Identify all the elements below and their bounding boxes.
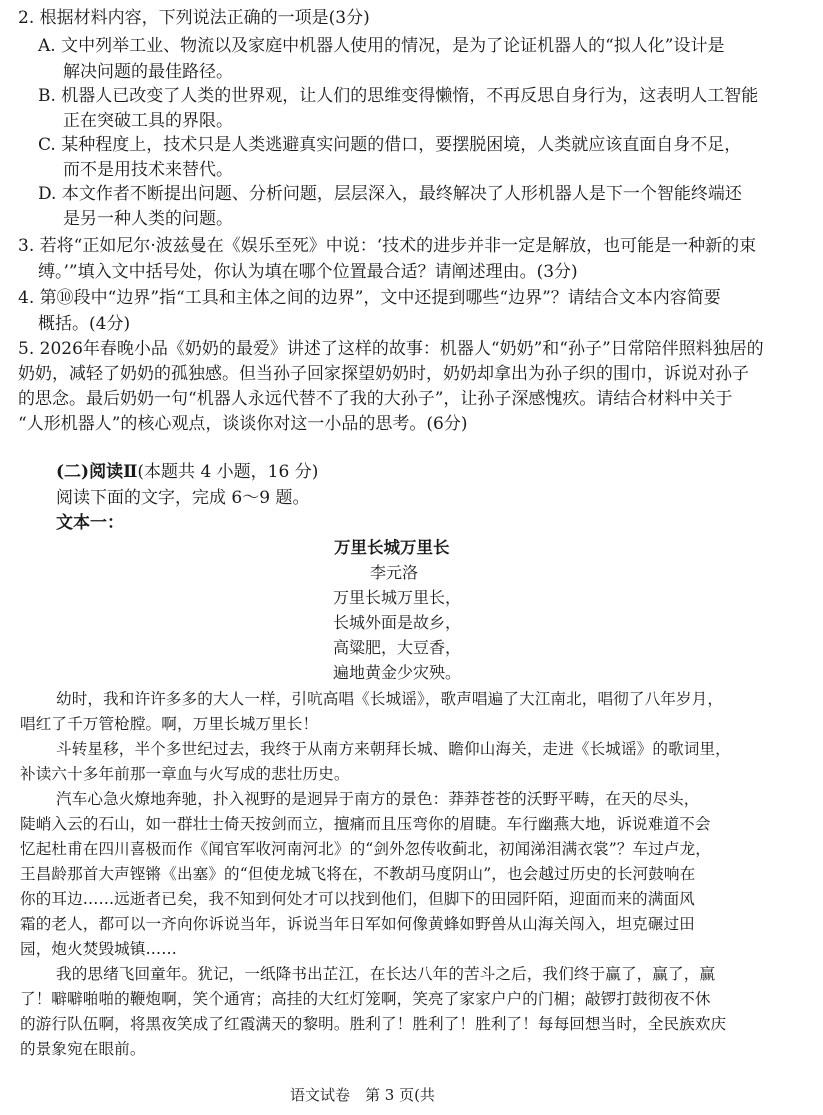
poem-line-4: 遍地黄金少灾殃。: [333, 663, 462, 682]
passage-line-14: 的游行队伍啊，将黑夜笑成了红霞满天的黎明。胜利了！胜利了！胜利了！每每回想当时，全民族欢庆: [20, 1015, 727, 1033]
option-c-line1: C. 某种程度上，技术只是人类逃避真实问题的借口，要摆脱困境，人类就应该直面自身不足，: [38, 135, 742, 155]
question-2-stem: 2. 根据材料内容，下列说法正确的一项是(3分): [18, 8, 370, 28]
section-2-meta: (本题共 4 小题，16 分): [137, 462, 319, 482]
question-5-line3: 的思念。最后奶奶一句“机器人永远代替不了我的大孙子”，让孙子深感愧疚。请结合材料中关于: [18, 389, 733, 409]
section-2-header: [56, 462, 318, 482]
question-5-line2: 奶奶，减轻了奶奶的孤独感。但当孙子回家探望奶奶时，奶奶却拿出为孙子织的围巾，诉说对孙子: [18, 364, 749, 384]
passage-line-15: 的景象宛在眼前。: [20, 1040, 146, 1058]
passage-line-7: 忆起杜甫在四川喜极而作《闻官军收河南河北》的“剑外忽传收蓟北，初闻涕泪满衣裳”？车过卢龙，: [20, 840, 711, 858]
passage-line-9: 你的耳边……远逝者已矣，我不知到何处才可以找到他们，但脚下的田园阡陌，迎面而来的满面风: [20, 890, 695, 908]
passage-line-12: 我的思绪飞回童年。犹记，一纸降书出芷江，在长达八年的苦斗之后，我们终于赢了，赢了，赢: [56, 965, 716, 983]
question-4-line1: 4. 第⑩段中“边界”指“工具和主体之间的边界”，文中还提到哪些“边界”？请结合文本内容简要: [18, 288, 721, 308]
option-c-line2: 而不是用技术来替代。: [63, 160, 233, 180]
passage-line-11: 园，炮火焚毁城镇……: [20, 940, 177, 958]
option-d-line2: 是另一种人类的问题。: [63, 209, 233, 229]
question-4-line2: 概括。(4分): [38, 314, 131, 334]
passage-line-4: 补读六十多年前那一章血与火写成的悲壮历史。: [20, 765, 350, 783]
section-2-title: (二)阅读Ⅱ: [56, 462, 138, 482]
option-a-line1: A. 文中列举工业、物流以及家庭中机器人使用的情况，是为了论证机器人的“拟人化”设计是: [38, 36, 725, 56]
option-b-line1: B. 机器人已改变了人类的世界观，让人们的思维变得懒惰，不再反思自身行为，这表明人工智能: [38, 86, 759, 106]
poem-line-3: 高粱肥，大豆香，: [333, 638, 462, 657]
option-a-line2: 解决问题的最佳路径。: [63, 62, 233, 82]
section-2-instruction: 阅读下面的文字，完成 6～9 题。: [56, 488, 310, 508]
question-5-line1: 5. 2026年春晚小品《奶奶的最爱》讲述了这样的故事：机器人“奶奶”和“孙子”日常陪伴照料独居的: [18, 339, 764, 359]
poem-line-1: 万里长城万里长，: [333, 588, 462, 607]
passage-line-13: 了！噼噼啪啪的鞭炮啊，笑个通宵；高挂的大红灯笼啊，笑亮了家家户户的门楣；敲锣打鼓彻夜不休: [20, 990, 711, 1008]
passage-line-8: 王昌龄那首大声铿锵《出塞》的“但使龙城飞将在，不教胡马度阴山”，也会越过历史的长河鼓响在: [20, 865, 696, 883]
poem-title: 万里长城万里长: [334, 538, 450, 557]
question-5-line4: “人形机器人”的核心观点，谈谈你对这一小品的思考。(6分): [18, 414, 468, 434]
passage-line-1: 幼时，我和许许多多的大人一样，引吭高唱《长城谣》，歌声唱遍了大江南北，唱彻了八年岁月，: [56, 690, 724, 708]
option-b-line2: 正在突破工具的界限。: [63, 111, 233, 131]
poem-line-2: 长城外面是故乡，: [333, 613, 462, 632]
question-3-line1: 3. 若将“正如尼尔·波兹曼在《娱乐至死》中说：‘技术的进步并非一定是解放，也可能是一种新的束: [18, 236, 757, 256]
option-d-line1: D. 本文作者不断提出问题、分析问题，层层深入，最终解决了人形机器人是下一个智能终端还: [38, 184, 742, 204]
page-footer: 语文试卷 第 3 页(共: [290, 1086, 435, 1104]
passage-line-5: 汽车心急火燎地奔驰，扑入视野的是迥异于南方的景色：莽莽苍苍的沃野平畴，在天的尽头，: [56, 790, 700, 808]
passage-line-6: 陡峭入云的石山，如一群壮士倚天按剑而立，擅痛而且压弯你的眉睫。车行幽燕大地，诉说难道不会: [20, 815, 711, 833]
passage-line-10: 霜的老人，都可以一齐向你诉说当年，诉说当年日军如何像黄蜂如野兽从山海关闯入，坦克碾过田: [20, 915, 695, 933]
passage-line-2: 唱红了千万管枪膛。啊，万里长城万里长！: [20, 715, 319, 733]
text-one-label: 文本一：: [56, 513, 124, 533]
passage-line-3: 斗转星移，半个多世纪过去，我终于从南方来朝拜长城、瞻仰山海关，走进《长城谣》的歌词里，: [56, 740, 731, 758]
poem-author: 李元洛: [370, 563, 419, 582]
question-3-line2: 缚。’”填入文中括号处，你认为填在哪个位置最合适？请阐述理由。(3分): [38, 262, 578, 282]
